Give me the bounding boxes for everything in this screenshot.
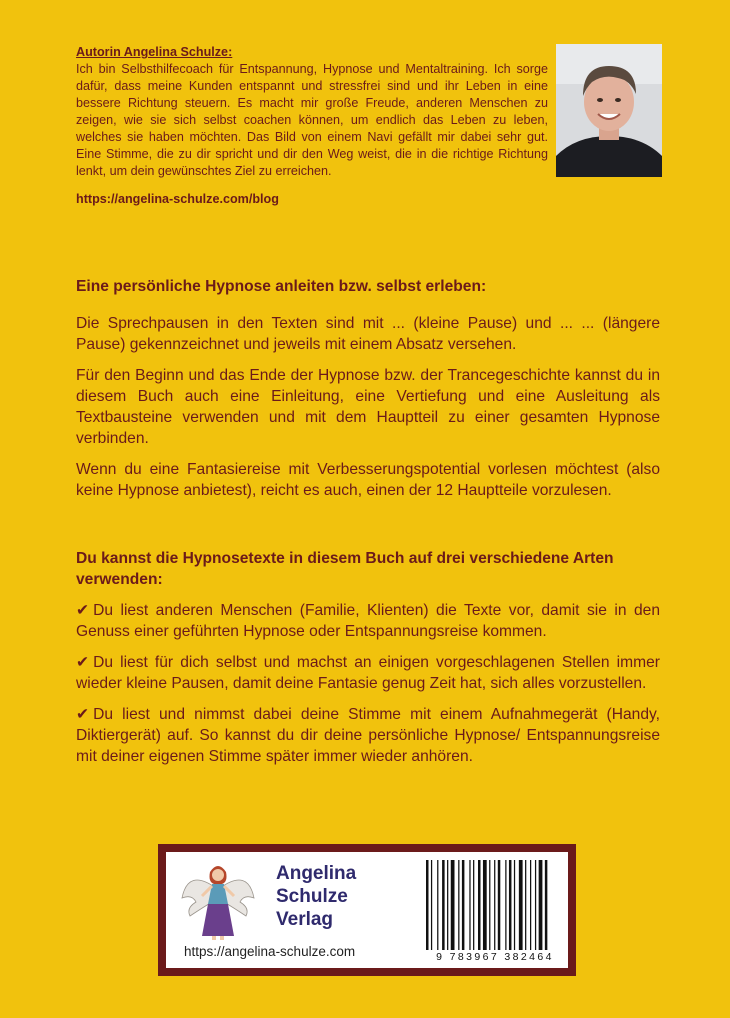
publisher-name-line: Angelina	[276, 863, 357, 884]
barcode-bar	[426, 860, 429, 950]
list-item-text: Du liest anderen Menschen (Familie, Klienten) die Texte vor, damit sie in den Genuss einer geführten Hypnose oder Entspannungsreise kommen.	[76, 602, 660, 640]
barcode-bar	[447, 860, 448, 950]
barcode-bar	[431, 860, 432, 950]
list-item-text: Du liest und nimmst dabei deine Stimme mit einem Aufnahmegerät (Handy, Diktiergerät) auf. So kannst du dir deine persönliche Hypnose/ Entspannungsreise mit deiner eigenen Stimme später immer wieder anhören.	[76, 706, 660, 765]
checkmark-icon: ✔	[76, 654, 90, 671]
author-photo	[556, 44, 662, 177]
barcode-bar	[505, 860, 506, 950]
author-portrait-graphic	[556, 44, 662, 177]
author-blog-link[interactable]: https://angelina-schulze.com/blog	[76, 192, 279, 206]
barcode-bar	[437, 860, 438, 950]
checkmark-icon: ✔	[76, 706, 90, 723]
angel-logo-icon	[178, 858, 258, 942]
list-item	[76, 600, 660, 642]
barcode-bar	[509, 860, 512, 950]
section1-heading: Eine persönliche Hypnose anleiten bzw. selbst erleben:	[76, 278, 487, 295]
barcode-bar	[473, 860, 474, 950]
barcode-bar	[483, 860, 487, 950]
barcode-bar	[462, 860, 465, 950]
list-item	[76, 652, 660, 694]
barcode-bar	[539, 860, 543, 950]
barcode-bar	[525, 860, 526, 950]
barcode-bar	[442, 860, 445, 950]
section-personal-hypnosis	[76, 276, 660, 501]
checkmark-icon: ✔	[76, 602, 90, 619]
author-heading: Autorin Angelina Schulze:	[76, 45, 233, 59]
barcode-bar	[478, 860, 481, 950]
barcode-bar	[494, 860, 495, 950]
section1-paragraph-pauses: Die Sprechpausen in den Texten sind mit ... (kleine Pause) und ... ... (längere Pause) gekennzeichnet und jeweils mit einem Absatz versehen.	[76, 315, 660, 353]
publisher-box	[158, 844, 576, 976]
section-three-ways	[76, 548, 660, 767]
publisher-name-line: Verlag	[276, 909, 334, 930]
publisher-name	[276, 862, 356, 931]
publisher-url[interactable]: https://angelina-schulze.com	[184, 944, 356, 959]
section2-heading: Du kannst die Hypnosetexte in diesem Buch auf drei verschiedene Arten verwenden:	[76, 550, 614, 588]
author-bio: Ich bin Selbsthilfecoach für Entspannung, Hypnose und Mentaltraining. Ich sorge dafür, dass meine Kunden entspannt und stressfrei sind und ihr Leben in eine bessere Richtung steuern. Es macht mir große Freude, anderen Menschen zu zeigen, wie sie sich selbst coachen können, um endlich das Leben zu leben, welches sie haben möchten. Das Bild von einem Navi gefällt mir dabei sehr gut. Eine Stimme, die zu dir spricht und dir den Weg weist, die in die richtige Richtung lenkt, um dein gewünschtes Ziel zu erreichen.	[76, 62, 548, 178]
section1-paragraph-fantasy: Wenn du eine Fantasiereise mit Verbesserungspotential vorlesen möchtest (also keine Hypnose anbietest), reicht es auch, einen der 12 Hauptteile vorzulesen.	[76, 461, 660, 499]
isbn-barcode	[424, 860, 566, 950]
isbn-number: 9 783967 382464	[436, 951, 554, 963]
list-item	[76, 704, 660, 767]
barcode-bar	[489, 860, 490, 950]
author-block	[76, 44, 548, 206]
barcode-bar	[535, 860, 536, 950]
publisher-name-line: Schulze	[276, 886, 348, 907]
barcode-bar	[498, 860, 501, 950]
barcode-bar	[469, 860, 470, 950]
barcode-bar	[451, 860, 455, 950]
section1-paragraph-structure: Für den Beginn und das Ende der Hypnose bzw. der Trancegeschichte kannst du in diesem Buch auch eine Einleitung, eine Vertiefung und eine Ausleitung als Textbausteine verwenden und mit dem Hauptteil zu einer gesamten Hypnose verbinden.	[76, 367, 660, 447]
barcode-bar	[458, 860, 459, 950]
barcode-bar	[514, 860, 515, 950]
barcode-bar	[530, 860, 531, 950]
barcode-bar	[519, 860, 523, 950]
list-item-text: Du liest für dich selbst und machst an einigen vorgeschlagenen Stellen immer wieder kleine Pausen, damit deine Fantasie genug Zeit hat, sich alles vorzustellen.	[76, 654, 660, 692]
barcode-bar	[545, 860, 548, 950]
publisher-box-inner	[166, 852, 568, 968]
